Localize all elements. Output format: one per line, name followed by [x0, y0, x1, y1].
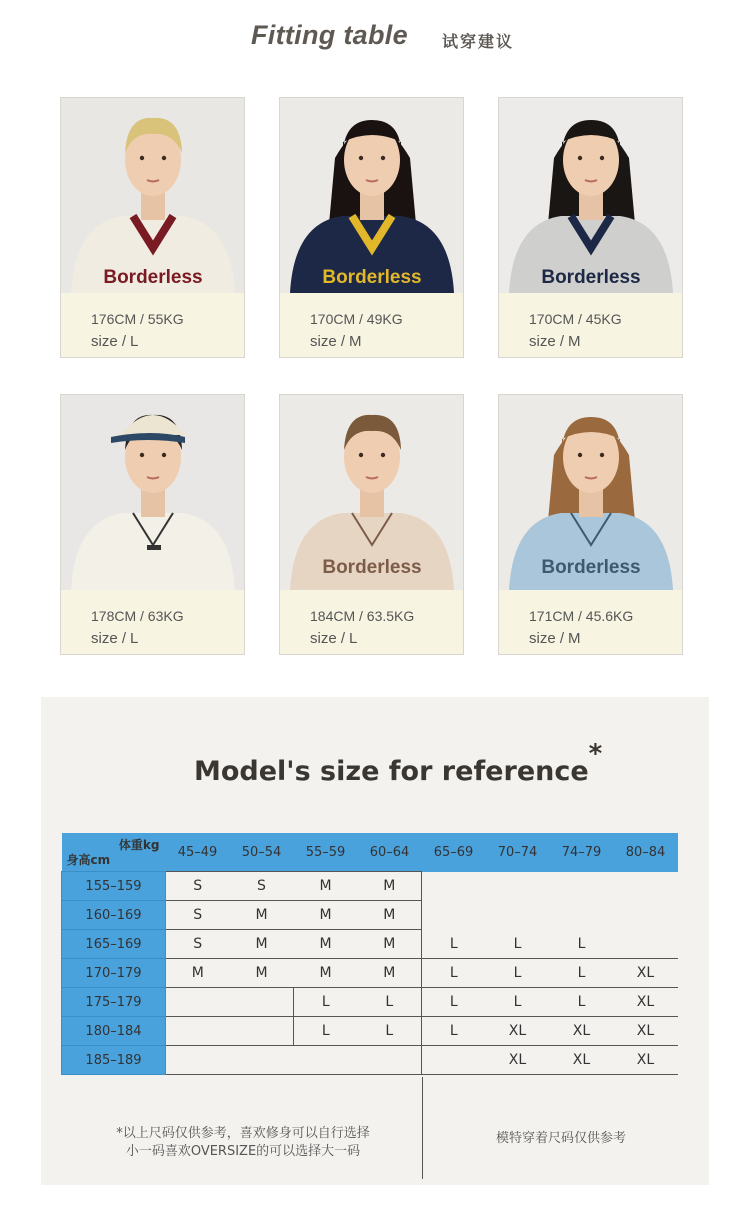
model-height-weight: 184CM / 63.5KG — [310, 608, 415, 624]
model-size-label: size / — [529, 630, 565, 647]
model-photo-frame — [499, 98, 682, 293]
size-cell: M — [230, 930, 294, 959]
size-cell — [614, 930, 678, 959]
model-height-weight: 171CM / 45.6KG — [529, 608, 634, 624]
divider-line — [422, 1077, 423, 1179]
size-cell — [486, 872, 550, 901]
size-cell: M — [294, 959, 358, 988]
size-cell — [230, 1017, 294, 1046]
weight-header: 50–54 — [230, 833, 294, 872]
weight-header: 60–64 — [358, 833, 422, 872]
size-cell: L — [358, 1017, 422, 1046]
size-cell — [166, 1046, 230, 1075]
size-cell: L — [422, 1017, 486, 1046]
model-photo — [280, 98, 463, 293]
size-cell: M — [358, 901, 422, 930]
model-size-note: 模特穿着尺码仅供参考 — [496, 1131, 627, 1146]
size-cell — [614, 901, 678, 930]
weight-header: 55–59 — [294, 833, 358, 872]
size-table-row — [62, 1046, 678, 1075]
model-size — [91, 333, 138, 350]
model-size-label: size / — [529, 333, 565, 350]
size-table-row — [62, 901, 678, 930]
size-cell: L — [358, 988, 422, 1017]
model-height-weight: 176CM / 55KG — [91, 311, 184, 327]
size-note-line-2: 小一码喜欢OVERSIZE的可以选择大一码 — [125, 1144, 361, 1159]
size-table-row — [62, 959, 678, 988]
model-photo — [280, 395, 463, 590]
model-card — [279, 97, 464, 358]
model-photo — [61, 395, 244, 590]
size-table-row — [62, 988, 678, 1017]
size-cell: L — [550, 930, 614, 959]
size-cell: S — [166, 901, 230, 930]
model-size-label: size / — [91, 333, 127, 350]
model-size-value: M — [568, 630, 581, 647]
size-cell: L — [294, 988, 358, 1017]
model-card — [498, 97, 683, 358]
size-cell: L — [422, 930, 486, 959]
size-cell: M — [294, 872, 358, 901]
size-cell: XL — [550, 1017, 614, 1046]
weight-header: 65–69 — [422, 833, 486, 872]
height-range: 165–169 — [62, 930, 166, 959]
model-photo-frame — [280, 395, 463, 590]
svg-text:Borderless: Borderless — [322, 557, 422, 578]
size-cell: M — [230, 901, 294, 930]
size-cell: M — [166, 959, 230, 988]
model-size-value: L — [130, 630, 139, 647]
model-photo-frame — [61, 395, 244, 590]
size-table — [61, 833, 678, 1075]
model-size — [310, 333, 362, 350]
size-cell — [486, 901, 550, 930]
model-photo — [61, 98, 244, 293]
model-card — [60, 97, 245, 358]
model-info — [61, 590, 244, 654]
model-height-weight: 170CM / 45KG — [529, 311, 622, 327]
size-reference-title — [194, 739, 603, 787]
weight-header: 45–49 — [166, 833, 230, 872]
size-table-row — [62, 930, 678, 959]
size-cell: M — [358, 872, 422, 901]
title-english: Fitting table — [251, 20, 408, 50]
model-info — [280, 590, 463, 654]
size-table-corner — [62, 833, 166, 872]
model-size — [529, 630, 581, 647]
size-cell: L — [422, 959, 486, 988]
weight-header: 80–84 — [614, 833, 678, 872]
model-height-weight: 170CM / 49KG — [310, 311, 403, 327]
model-photo — [499, 98, 682, 293]
size-cell: XL — [614, 988, 678, 1017]
height-range: 155–159 — [62, 872, 166, 901]
model-photo — [499, 395, 682, 590]
size-cell — [358, 1046, 422, 1075]
model-size-value: M — [349, 333, 362, 350]
svg-text:Borderless: Borderless — [541, 267, 641, 288]
size-cell: XL — [614, 1017, 678, 1046]
size-note-line-1: *以上尺码仅供参考，喜欢修身可以自行选择 — [116, 1126, 370, 1141]
size-cell — [550, 872, 614, 901]
page-header — [0, 0, 750, 80]
height-range: 185–189 — [62, 1046, 166, 1075]
size-cell — [422, 901, 486, 930]
size-cell: S — [166, 872, 230, 901]
size-cell: L — [550, 959, 614, 988]
size-cell: L — [550, 988, 614, 1017]
size-cell: S — [166, 930, 230, 959]
size-cell: M — [358, 930, 422, 959]
model-size-value: M — [568, 333, 581, 350]
size-cell: M — [294, 930, 358, 959]
size-cell: XL — [486, 1017, 550, 1046]
model-info — [499, 590, 682, 654]
size-cell: S — [230, 872, 294, 901]
size-cell — [550, 901, 614, 930]
size-cell — [614, 872, 678, 901]
model-size-label: size / — [310, 630, 346, 647]
size-cell: XL — [486, 1046, 550, 1075]
weight-header: 70–74 — [486, 833, 550, 872]
height-range: 160–169 — [62, 901, 166, 930]
size-cell: L — [486, 959, 550, 988]
model-height-weight: 178CM / 63KG — [91, 608, 184, 624]
size-reference-section — [41, 697, 709, 1185]
model-card — [60, 394, 245, 655]
weight-header: 74–79 — [550, 833, 614, 872]
size-cell: M — [294, 901, 358, 930]
size-cell: L — [486, 930, 550, 959]
size-table-header-row — [62, 833, 678, 872]
model-photo-frame — [280, 98, 463, 293]
height-range: 170–179 — [62, 959, 166, 988]
size-cell — [166, 988, 230, 1017]
size-cell: M — [358, 959, 422, 988]
size-cell — [166, 1017, 230, 1046]
size-table-row — [62, 872, 678, 901]
model-card — [498, 394, 683, 655]
size-table-row — [62, 1017, 678, 1046]
model-info — [61, 293, 244, 357]
weight-axis-label: 体重kg — [118, 838, 160, 852]
model-photo-frame — [499, 395, 682, 590]
size-cell: L — [422, 988, 486, 1017]
height-range: 175–179 — [62, 988, 166, 1017]
size-cell — [230, 988, 294, 1017]
size-reference-title-text: Model's size for reference — [194, 756, 589, 787]
model-size-label: size / — [91, 630, 127, 647]
size-cell: XL — [614, 1046, 678, 1075]
asterisk: * — [588, 739, 603, 769]
size-note — [83, 1125, 403, 1161]
model-size — [310, 630, 357, 647]
model-size-value: L — [130, 333, 139, 350]
height-range: 180–184 — [62, 1017, 166, 1046]
size-cell — [422, 1046, 486, 1075]
size-cell: L — [486, 988, 550, 1017]
size-cell — [422, 872, 486, 901]
model-photo-frame — [61, 98, 244, 293]
model-size-value: L — [349, 630, 358, 647]
model-info — [499, 293, 682, 357]
size-cell: L — [294, 1017, 358, 1046]
size-cell: XL — [614, 959, 678, 988]
svg-text:Borderless: Borderless — [103, 267, 203, 288]
svg-text:Borderless: Borderless — [541, 557, 641, 578]
title-chinese: 试穿建议 — [442, 32, 515, 51]
size-cell: M — [230, 959, 294, 988]
model-info — [280, 293, 463, 357]
size-cell: XL — [550, 1046, 614, 1075]
svg-text:Borderless: Borderless — [322, 267, 422, 288]
height-axis-label: 身高cm — [66, 853, 111, 867]
size-cell — [230, 1046, 294, 1075]
size-cell — [294, 1046, 358, 1075]
model-size-label: size / — [310, 333, 346, 350]
model-card — [279, 394, 464, 655]
model-size — [91, 630, 138, 647]
model-size — [529, 333, 581, 350]
